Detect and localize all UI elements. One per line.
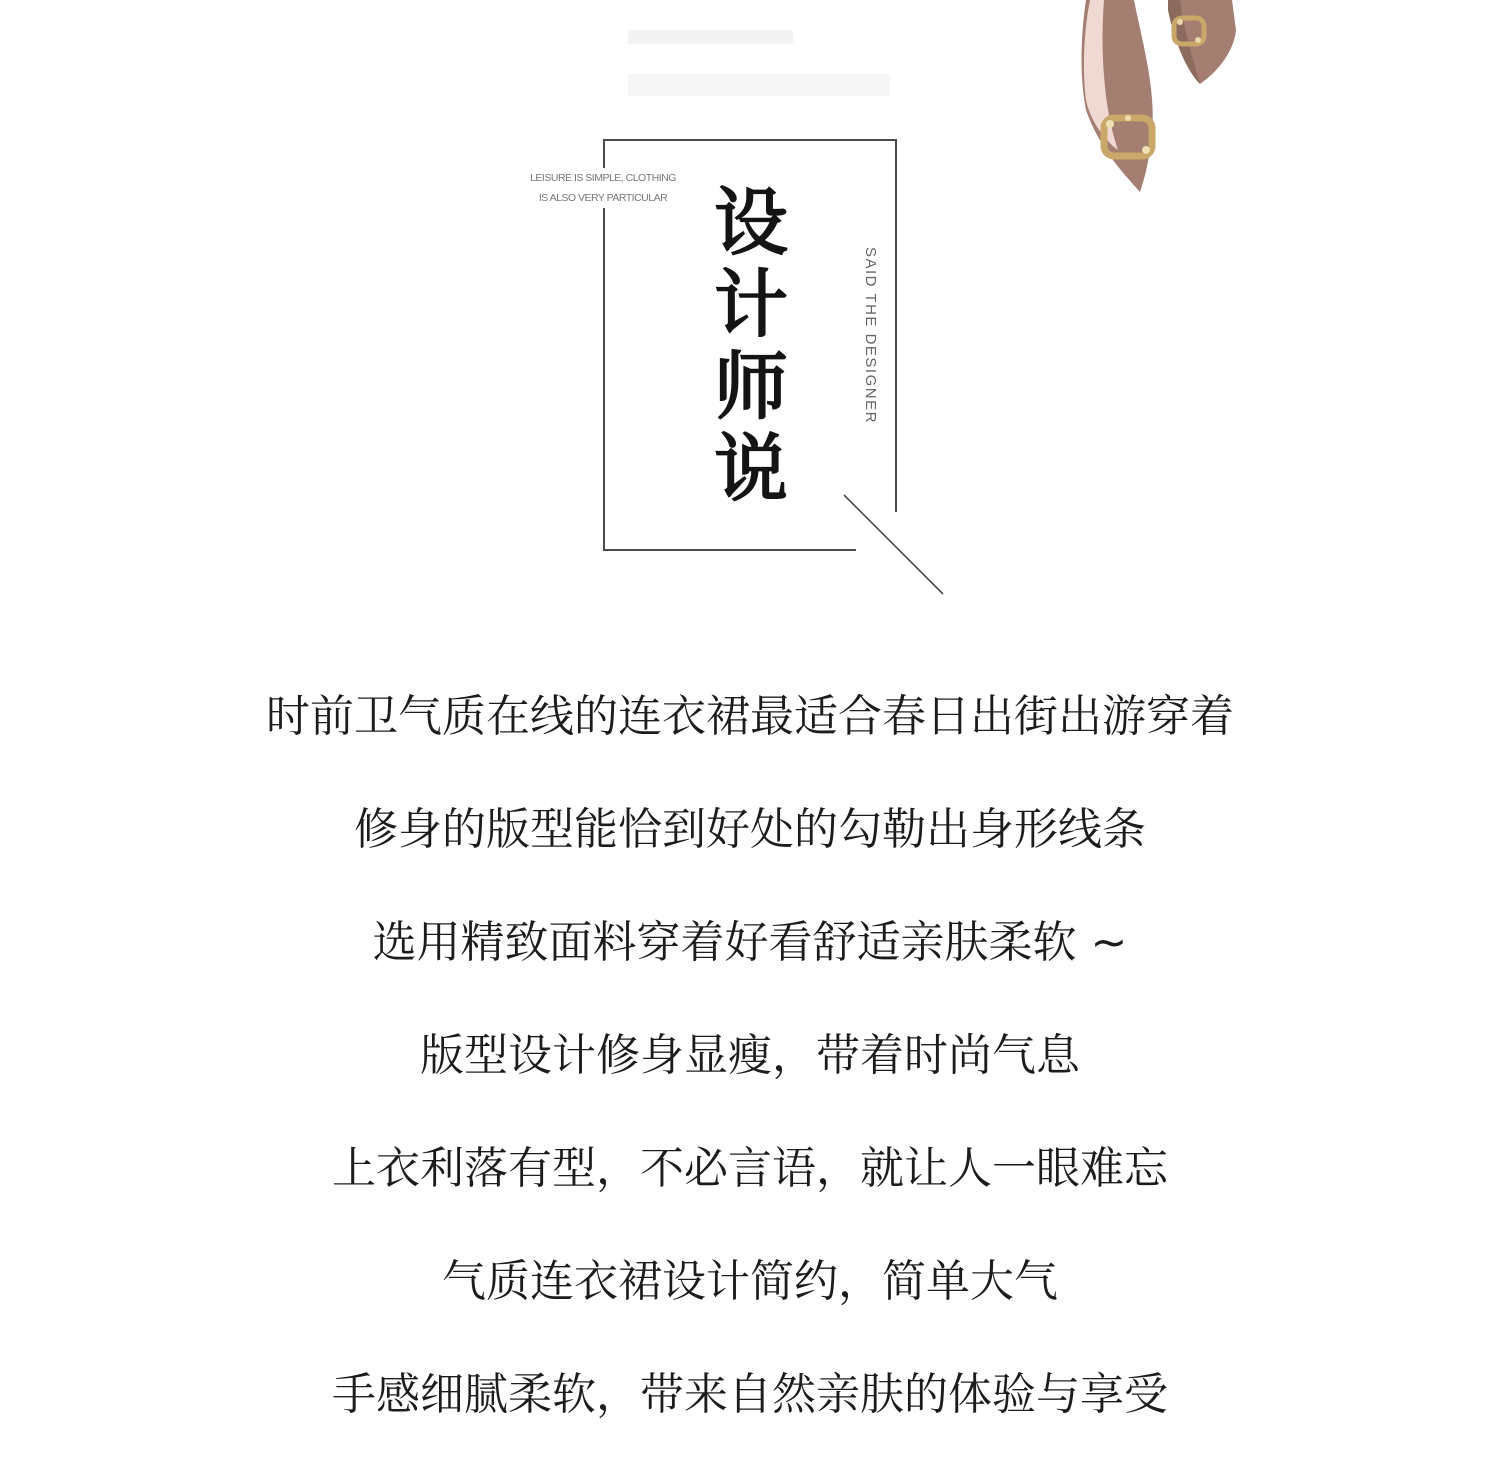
frame-right-border bbox=[895, 139, 897, 512]
title-char: 计 bbox=[714, 262, 788, 348]
description-line: 选用精致面料穿着好看舒适亲肤柔软 ~ bbox=[372, 917, 1128, 968]
description-lines bbox=[0, 660, 1500, 1451]
description-line: 版型设计修身显瘦，带着时尚气息 bbox=[420, 1030, 1080, 1081]
description-line: 上衣利落有型，不必言语，就让人一眼难忘 bbox=[332, 1143, 1168, 1194]
leisure-line-2: IS ALSO VERY PARTICULAR bbox=[538, 192, 668, 204]
frame-bottom-border bbox=[603, 549, 856, 551]
frame-top-border bbox=[603, 139, 897, 141]
description-line: 时前卫气质在线的连衣裙最适合春日出街出游穿着 bbox=[266, 691, 1234, 742]
decorative-bar-top bbox=[628, 30, 793, 44]
diagonal-line bbox=[842, 493, 947, 598]
description-line: 气质连衣裙设计简约，简单大气 bbox=[442, 1256, 1058, 1307]
title-char: 说 bbox=[714, 426, 788, 512]
leisure-line-1: LEISURE IS SIMPLE, CLOTHING bbox=[530, 172, 676, 184]
description-line: 手感细腻柔软，带来自然亲肤的体验与享受 bbox=[332, 1369, 1168, 1420]
designer-says-title bbox=[706, 182, 796, 510]
decorative-bar-bottom bbox=[628, 74, 890, 96]
said-the-designer-caption: SAID THE DESIGNER bbox=[862, 247, 879, 424]
title-char: 师 bbox=[714, 344, 788, 430]
shoes-illustration-icon bbox=[1060, 0, 1260, 200]
leisure-tagline bbox=[505, 168, 701, 208]
description-line: 修身的版型能恰到好处的勾勒出身形线条 bbox=[354, 804, 1146, 855]
title-char: 设 bbox=[714, 180, 788, 266]
